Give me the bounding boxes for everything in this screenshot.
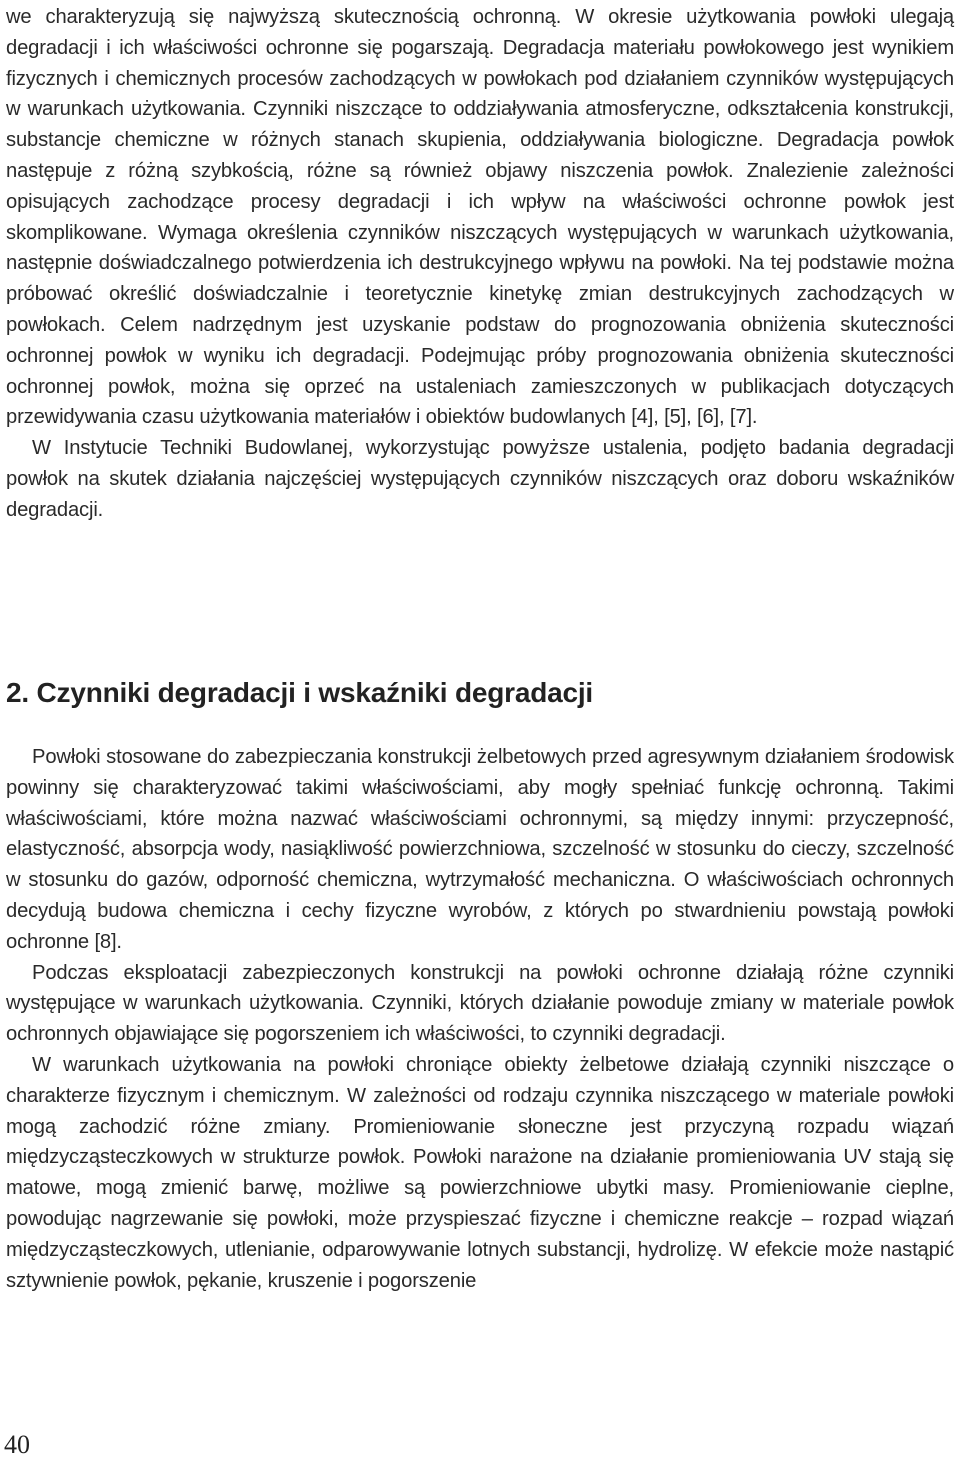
- section-2-text: [6, 742, 954, 1296]
- section-1-text: [6, 2, 954, 526]
- paragraph-2: W Instytucie Techniki Budowlanej, wykorzystując powyższe ustalenia, podjęto badania degradacji powłok na skutek działania najczęściej występujących czynników niszczących oraz doboru wskaźników degradacji.: [6, 437, 954, 521]
- paragraph-4: Podczas eksploatacji zabezpieczonych konstrukcji na powłoki ochronne działają różne czynniki występujące w warunkach użytkowania. Czynniki, których działanie powoduje zmiany w materiale powłok ochronnych objawiające się pogorszeniem ich właściwości, to czynniki degradacji.: [6, 961, 954, 1046]
- paragraph-5: W warunkach użytkowania na powłoki chroniące obiekty żelbetowe działają czynniki niszczące o charakterze fizycznym i chemicznym. W zależności od rodzaju czynnika niszczącego w materiale powłoki mogą zachodzić różne zmiany. Promieniowanie słoneczne jest przyczyną rozpadu wiązań międzycząsteczkowych w strukturze powłok. Powłoki narażone na działanie promieniowania UV stają się matowe, mogą zmienić barwę, możliwe są powierzchniowe ubytki masy. Promieniowanie cieplne, powodując nagrzewanie się powłoki, może przyspieszać fizyczne i chemiczne reakcje – rozpad wiązań międzycząsteczkowych, utlenianie, odparowywanie lotnych substancji, hydrolizę. W efekcie może nastąpić sztywnienie powłok, pękanie, kruszenie i pogorszenie: [6, 1053, 954, 1292]
- paragraph-3: Powłoki stosowane do zabezpieczania konstrukcji żelbetowych przed agresywnym działaniem środowisk powinny się charakteryzować takimi właściwościami, aby mogły spełniać funkcję ochronną. Takimi właściwościami, które można nazwać właściwościami ochronnymi, są między innymi: przyczepność, elastyczność, absorpcja wody, nasiąkliwość powierzchniowa, szczelność w stosunku do cieczy, szczelność w stosunku do gazów, odporność chemiczna, wytrzymałość mechaniczna. O właściwościach ochronnych decydują budowa chemiczna i cechy fizyczne wyrobów, z których po stwardnieniu powstają powłoki ochronne [8].: [6, 746, 954, 953]
- section-heading: 2. Czynniki degradacji i wskaźniki degradacji: [6, 677, 593, 708]
- page-number: 40: [4, 1430, 30, 1459]
- paragraph-1: we charakteryzują się najwyższą skutecznością ochronną. W okresie użytkowania powłoki ulegają degradacji i ich właściwości ochronne się pogarszają. Degradacja materiału powłokowego jest wynikiem fizycznych i chemicznych procesów zachodzących w powłokach pod działaniem czynników występujących w warunkach użytkowania. Czynniki niszczące to oddziaływania atmosferyczne, odkształcenia konstrukcji, substancje chemiczne w różnych stanach skupienia, oddziaływania biologiczne. Degradacja powłok następuje z różną szybkością, różne są również objawy niszczenia powłok. Znalezienie zależności opisujących zachodzące procesy degradacji i ich wpływ na właściwości ochronne powłok jest skomplikowane. Wymaga określenia czynników niszczących występujących w warunkach użytkowania, następnie doświadczalnego potwierdzenia ich destrukcyjnego wpływu na powłoki. Na tej podstawie można próbować określić doświadczalnie i teoretycznie kinetykę zmian destrukcyjnych zachodzących w powłokach. Celem nadrzędnym jest uzyskanie podstaw do prognozowania obniżenia skuteczności ochronnej powłok w wyniku ich degradacji. Podejmując próby prognozowania obniżenia skuteczności ochronnej powłok, można się oprzeć na ustaleniach zamieszczonych w publikacjach dotyczących przewidywania czasu użytkowania materiałów i obiektów budowlanych [4], [5], [6], [7].: [6, 6, 954, 429]
